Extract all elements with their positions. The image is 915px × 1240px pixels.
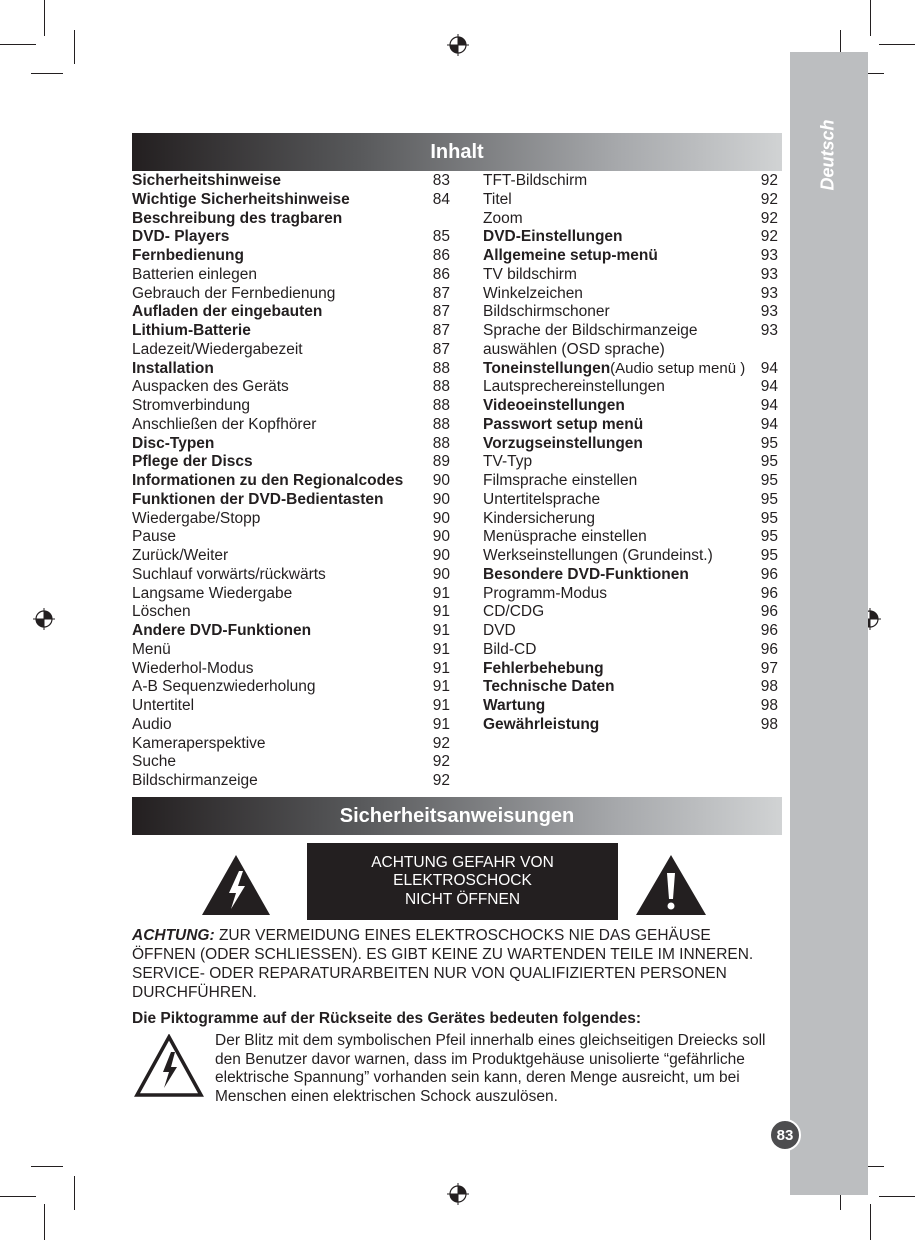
toc-entry-title: Bild-CD xyxy=(483,640,537,658)
toc-entry xyxy=(132,210,450,229)
toc-entry-title: Bildschirmschoner xyxy=(483,303,610,321)
crop-mark xyxy=(0,1196,36,1197)
toc-entry-page: 91 xyxy=(432,659,450,677)
toc-entry xyxy=(483,547,778,566)
toc-entry-title: Videoeinstellungen xyxy=(483,397,625,414)
toc-entry xyxy=(483,641,778,660)
toc-entry-title: Menüsprache einstellen xyxy=(483,528,647,546)
toc-entry xyxy=(132,660,450,679)
toc-entry xyxy=(132,510,450,529)
toc-entry-page: 91 xyxy=(432,622,450,639)
toc-entry-page: 92 xyxy=(760,172,778,189)
toc-entry xyxy=(483,378,778,397)
toc-entry-title: Auspacken des Geräts xyxy=(132,378,289,396)
crop-mark xyxy=(44,0,45,36)
crop-mark xyxy=(0,44,36,45)
toc-entry xyxy=(132,453,450,472)
lightning-triangle-icon xyxy=(134,1034,204,1098)
toc-entry-title: auswählen (OSD sprache) xyxy=(483,340,665,358)
toc-entry-page: 95 xyxy=(760,434,778,452)
toc-entry-title: Sicherheitshinweise xyxy=(132,172,282,189)
toc-entry xyxy=(132,491,450,510)
toc-entry-title: Batterien einlegen xyxy=(132,265,257,283)
toc-entry-title: Bildschirmanzeige xyxy=(132,772,258,789)
toc-entry-title: Sprache der Bildschirmanzeige xyxy=(483,322,698,339)
toc-entry-title: Andere DVD-Funktionen xyxy=(132,622,312,639)
warning-box xyxy=(307,843,618,920)
toc-entry-title: Pflege der Discs xyxy=(132,453,253,471)
toc-entry-page: 95 xyxy=(760,472,778,489)
registration-mark-icon xyxy=(447,1183,469,1205)
toc-entry-page: 97 xyxy=(760,659,778,677)
toc-entry-page: 92 xyxy=(432,753,450,771)
crop-mark xyxy=(31,73,63,74)
toc-entry xyxy=(483,678,778,697)
toc-entry xyxy=(483,716,778,735)
toc-entry-title: Wichtige Sicherheitshinweise xyxy=(132,190,350,208)
toc-entry xyxy=(132,303,450,322)
toc-entry-title: Fernbedienung xyxy=(132,247,244,264)
toc-entry-title: Werkseinstellungen (Grundeinst.) xyxy=(483,547,713,564)
toc-entry-title: Suchlauf vorwärts/rückwärts xyxy=(132,565,326,583)
toc-entry-title: Stromverbindung xyxy=(132,397,251,414)
toc-entry-title: Löschen xyxy=(132,603,191,621)
toc-entry-page: 90 xyxy=(432,528,450,546)
toc-entry-title: Titel xyxy=(483,190,512,208)
toc-entry-page: 84 xyxy=(432,190,450,208)
toc-entry-page: 94 xyxy=(760,359,778,377)
warning-line: NICHT ÖFFNEN xyxy=(404,890,521,908)
crop-mark xyxy=(870,1204,871,1240)
toc-entry xyxy=(132,716,450,735)
toc-entry xyxy=(483,322,778,341)
caution-text: ZUR VERMEIDUNG EINES ELEKTROSCHOCKS NIE DAS GEHÄUSE ÖFFNEN (ODER SCHLIESSEN). ES GIBT KEINE ZU WARTENDEN TEILE IM INNEREN. SERVICE- ODER REPARATURARBEITEN NUR VON QUALIFIZIERTEN PERSONEN DURCHFÜHREN. xyxy=(132,927,754,1001)
toc-entry-title: A-B Sequenzwiederholung xyxy=(132,678,316,696)
toc-entry-title: Aufladen der eingebauten xyxy=(132,303,323,321)
toc-entry xyxy=(483,172,778,191)
toc-entry xyxy=(483,266,778,285)
crop-mark xyxy=(74,1176,75,1210)
toc-entry xyxy=(132,547,450,566)
toc-entry-title: Installation xyxy=(132,359,214,377)
toc-entry-page: 95 xyxy=(760,453,778,471)
toc-entry xyxy=(132,435,450,454)
toc-entry xyxy=(132,378,450,397)
toc-entry-page: 95 xyxy=(760,528,778,546)
toc-entry xyxy=(483,210,778,229)
electric-shock-warning-icon xyxy=(200,853,272,917)
toc-entry-title: Audio xyxy=(132,715,172,733)
toc-entry xyxy=(483,603,778,622)
toc-entry xyxy=(483,247,778,266)
toc-entry xyxy=(132,360,450,379)
crop-mark xyxy=(870,0,871,36)
toc-entry-page: 92 xyxy=(432,772,450,789)
toc-entry-title: DVD-Einstellungen xyxy=(483,228,623,246)
toc-entry xyxy=(483,435,778,454)
toc-entry xyxy=(483,660,778,679)
toc-entry-page: 96 xyxy=(760,584,778,602)
toc-entry xyxy=(483,697,778,716)
toc-entry xyxy=(483,285,778,304)
toc-entry-title: Winkelzeichen xyxy=(483,284,583,302)
toc-entry xyxy=(483,622,778,641)
toc-entry-title: Zurück/Weiter xyxy=(132,547,229,564)
toc-entry-title: Wartung xyxy=(483,697,546,714)
toc-entry-title: Anschließen der Kopfhörer xyxy=(132,415,317,433)
toc-entry-title: TV-Typ xyxy=(483,453,533,471)
toc-entry xyxy=(132,172,450,191)
toc-entry-page: 93 xyxy=(760,322,778,339)
warning-line: ACHTUNG GEFAHR VON xyxy=(371,853,554,871)
toc-entry-title: Zoom xyxy=(483,209,523,227)
toc-entry-page: 92 xyxy=(760,190,778,208)
toc-entry xyxy=(132,322,450,341)
toc-entry xyxy=(483,303,778,322)
toc-entry-page: 91 xyxy=(432,678,450,696)
toc-entry xyxy=(132,416,450,435)
toc-entry xyxy=(483,360,778,379)
toc-entry-title: Untertitelsprache xyxy=(483,490,601,508)
toc-entry-title: Allgemeine setup-menü xyxy=(483,247,658,264)
registration-mark-icon xyxy=(33,608,55,630)
lightning-description: Der Blitz mit dem symbolischen Pfeil innerhalb eines gleichseitigen Dreiecks soll den Benutzer davor warnen, dass im Produktgehäuse unisolierte “gefährliche elektrische Spannung” vorhanden sein kann, deren Menge ausreicht, um bei Menschen einen elektrischen Schock auszulösen. xyxy=(215,1032,766,1105)
toc-entry xyxy=(132,585,450,604)
toc-entry-title: Fehlerbehebung xyxy=(483,659,604,677)
toc-entry xyxy=(132,622,450,641)
toc-entry-page: 94 xyxy=(760,415,778,433)
toc-entry-title: DVD xyxy=(483,622,516,639)
toc-entry xyxy=(483,191,778,210)
toc-entry xyxy=(132,228,450,247)
crop-mark xyxy=(31,1166,63,1167)
toc-entry-page: 93 xyxy=(760,247,778,264)
toc-header: Inhalt xyxy=(132,133,782,171)
toc-entry xyxy=(483,585,778,604)
toc-entry-page: 96 xyxy=(760,622,778,639)
caution-label: ACHTUNG: xyxy=(132,927,215,944)
toc-entry-page: 91 xyxy=(432,603,450,621)
toc-entry-page: 88 xyxy=(432,415,450,433)
exclamation-warning-icon xyxy=(634,853,708,917)
toc-entry xyxy=(132,341,450,360)
toc-entry-page: 87 xyxy=(432,284,450,302)
toc-entry-title: Langsame Wiedergabe xyxy=(132,584,293,602)
toc-entry xyxy=(132,247,450,266)
toc-entry xyxy=(483,491,778,510)
toc-entry-page: 87 xyxy=(432,303,450,321)
pictogram-heading: Die Piktogramme auf der Rückseite des Gerätes bedeuten folgendes: xyxy=(132,1010,642,1027)
toc-entry xyxy=(132,472,450,491)
toc-entry xyxy=(132,191,450,210)
toc-entry xyxy=(483,528,778,547)
toc-entry-page: 86 xyxy=(432,247,450,264)
toc-entry-title: Technische Daten xyxy=(483,678,615,696)
toc-entry-title: Pause xyxy=(132,528,176,546)
toc-entry xyxy=(132,285,450,304)
toc-entry-page: 91 xyxy=(432,697,450,714)
toc-entry-page: 98 xyxy=(760,678,778,696)
warning-line: ELEKTROSCHOCK xyxy=(393,872,532,890)
toc-entry xyxy=(483,397,778,416)
toc-entry-title: Vorzugseinstellungen xyxy=(483,434,643,452)
toc-right-column xyxy=(483,172,778,735)
toc-entry-title: Kameraperspektive xyxy=(132,734,266,752)
toc-entry-page: 91 xyxy=(432,584,450,602)
toc-entry-page: 93 xyxy=(760,284,778,302)
toc-entry xyxy=(483,566,778,585)
toc-entry xyxy=(132,753,450,772)
toc-entry-page: 95 xyxy=(760,547,778,564)
caution-paragraph xyxy=(132,926,772,1002)
toc-entry-page: 92 xyxy=(760,209,778,227)
toc-entry-page: 89 xyxy=(432,453,450,471)
toc-entry-page: 98 xyxy=(760,715,778,733)
toc-entry-page: 91 xyxy=(432,715,450,733)
toc-left-column xyxy=(132,172,450,791)
toc-entry-page: 96 xyxy=(760,640,778,658)
toc-entry-title: Lautsprechereinstellungen xyxy=(483,378,665,396)
crop-mark xyxy=(74,30,75,64)
toc-entry-title: DVD- Players xyxy=(132,228,230,246)
toc-entry-page: 86 xyxy=(432,265,450,283)
language-side-tab xyxy=(790,52,868,1195)
toc-entry xyxy=(483,228,778,247)
toc-entry-page: 96 xyxy=(760,565,778,583)
toc-entry xyxy=(132,678,450,697)
toc-entry xyxy=(132,528,450,547)
toc-entry xyxy=(132,566,450,585)
toc-entry-title: Disc-Typen xyxy=(132,434,215,452)
toc-entry-page: 83 xyxy=(432,172,450,189)
toc-entry-page: 90 xyxy=(432,509,450,527)
toc-entry-page: 96 xyxy=(760,603,778,621)
toc-entry xyxy=(483,472,778,491)
toc-entry-page: 93 xyxy=(760,265,778,283)
crop-mark xyxy=(879,1196,915,1197)
toc-entry-subtitle: (Audio setup menü ) xyxy=(610,359,746,377)
toc-entry-page: 90 xyxy=(432,490,450,508)
toc-entry-title: Programm-Modus xyxy=(483,584,608,602)
toc-entry xyxy=(132,266,450,285)
toc-entry-page: 95 xyxy=(760,490,778,508)
toc-entry-page: 88 xyxy=(432,397,450,414)
toc-entry-label xyxy=(483,360,745,379)
crop-mark xyxy=(879,44,915,45)
toc-entry-page: 87 xyxy=(432,322,450,339)
toc-entry-page: 87 xyxy=(432,340,450,358)
toc-entry-page: 92 xyxy=(760,228,778,246)
safety-header: Sicherheitsanweisungen xyxy=(132,797,782,835)
toc-entry xyxy=(483,510,778,529)
toc-entry-title: Toneinstellungen xyxy=(483,359,611,377)
toc-entry-page: 98 xyxy=(760,697,778,714)
toc-entry xyxy=(132,603,450,622)
toc-entry xyxy=(132,697,450,716)
toc-entry-page: 90 xyxy=(432,547,450,564)
toc-entry-title: Lithium-Batterie xyxy=(132,322,251,339)
toc-entry-title: Untertitel xyxy=(132,697,195,714)
crop-mark xyxy=(44,1204,45,1240)
toc-entry-title: Informationen zu den Regionalcodes xyxy=(132,472,404,489)
toc-entry-title: CD/CDG xyxy=(483,603,545,621)
toc-entry-page: 90 xyxy=(432,565,450,583)
toc-entry-title: Beschreibung des tragbaren xyxy=(132,209,343,227)
toc-entry-page: 88 xyxy=(432,359,450,377)
toc-entry-page: 88 xyxy=(432,434,450,452)
toc-entry-title: Filmsprache einstellen xyxy=(483,472,638,489)
toc-entry-title: Besondere DVD-Funktionen xyxy=(483,565,689,583)
toc-entry-page: 88 xyxy=(432,378,450,396)
toc-entry-page: 85 xyxy=(432,228,450,246)
registration-mark-icon xyxy=(447,34,469,56)
toc-entry-title: TFT-Bildschirm xyxy=(483,172,588,189)
toc-entry-title: Wiederhol-Modus xyxy=(132,659,254,677)
toc-entry xyxy=(132,772,450,791)
toc-entry-page: 91 xyxy=(432,640,450,658)
toc-entry-title: Passwort setup menü xyxy=(483,415,644,433)
toc-entry xyxy=(483,341,778,360)
toc-entry-page: 94 xyxy=(760,378,778,396)
language-label: Deutsch xyxy=(817,119,838,191)
toc-entry-title: Gewährleistung xyxy=(483,715,600,733)
toc-entry-title: TV bildschirm xyxy=(483,265,577,283)
toc-entry-title: Kindersicherung xyxy=(483,509,596,527)
toc-entry-page: 90 xyxy=(432,472,450,489)
toc-entry-page: 93 xyxy=(760,303,778,321)
toc-entry xyxy=(132,641,450,660)
page-number: 83 xyxy=(769,1119,801,1151)
toc-entry xyxy=(483,453,778,472)
toc-entry-title: Suche xyxy=(132,753,176,771)
toc-entry xyxy=(483,416,778,435)
toc-entry xyxy=(132,735,450,754)
toc-entry-title: Gebrauch der Fernbedienung xyxy=(132,284,336,302)
toc-entry-title: Menü xyxy=(132,640,171,658)
toc-entry-title: Wiedergabe/Stopp xyxy=(132,509,261,527)
toc-entry-page: 92 xyxy=(432,734,450,752)
toc-entry-title: Funktionen der DVD-Bedientasten xyxy=(132,490,384,508)
toc-entry-page: 94 xyxy=(760,397,778,414)
toc-entry-page: 95 xyxy=(760,509,778,527)
toc-entry-title: Ladezeit/Wiedergabezeit xyxy=(132,340,303,358)
toc-entry xyxy=(132,397,450,416)
